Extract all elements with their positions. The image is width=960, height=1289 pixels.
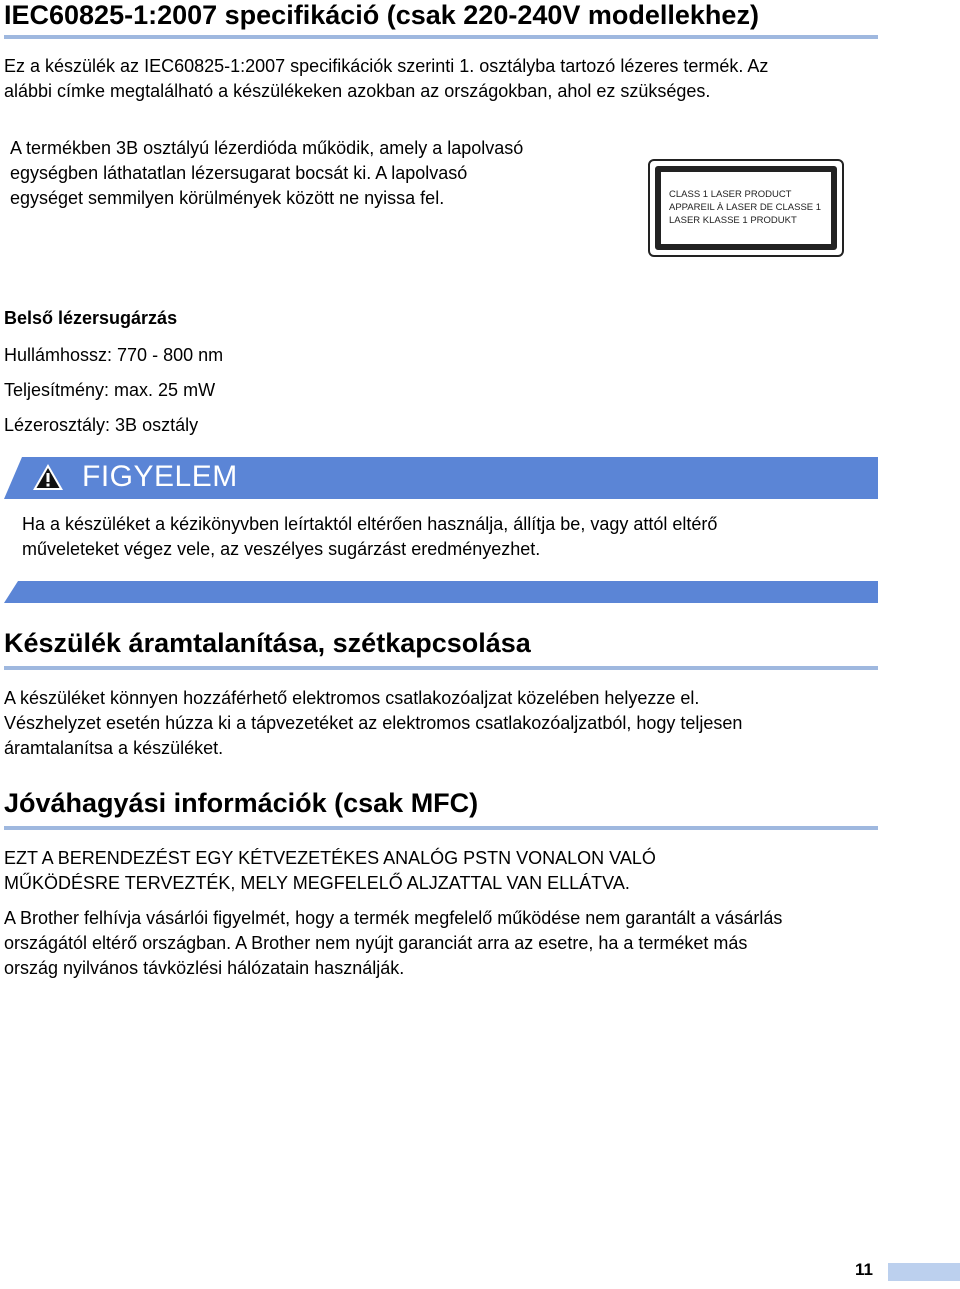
label-line: APPAREIL À LASER DE CLASSE 1 <box>669 202 822 213</box>
disconnect-paragraph <box>4 686 742 761</box>
warning-line: műveleteket végez vele, az veszélyes sugárzást eredményezhet. <box>22 539 541 559</box>
laser-class: Lézerosztály: 3B osztály <box>4 415 199 435</box>
warning-line: Ha a készüléket a kézikönyvben leírtaktól eltérően használja, állítja be, vagy attól eltérő <box>22 514 718 534</box>
page-number-bar <box>888 1263 960 1281</box>
body-line: egységben láthatatlan lézersugarat bocsát ki. A lapolvasó <box>10 163 468 183</box>
warning-title: FIGYELEM <box>82 460 238 493</box>
laser-class-label <box>648 159 844 257</box>
warning-text <box>22 512 862 562</box>
approval-paragraph <box>4 906 782 981</box>
label-line: LASER KLASSE 1 PRODUKT <box>669 215 797 226</box>
intro-line: Ez a készülék az IEC60825-1:2007 specifikációk szerinti 1. osztályba tartozó lézeres termék. Az <box>4 56 769 76</box>
section-title-iec: IEC60825-1:2007 specifikáció (csak 220-240V modellekhez) <box>4 0 759 30</box>
body-line: A termékben 3B osztályú lézerdióda működik, amely a lapolvasó <box>10 138 524 158</box>
section-title-approval: Jóváhagyási információk (csak MFC) <box>4 788 479 818</box>
laser-wavelength: Hullámhossz: 770 - 800 nm <box>4 345 224 365</box>
body-line: Vészhelyzet esetén húzza ki a tápvezetéket az elektromos csatlakozóaljzatból, hogy teljesen <box>4 713 743 733</box>
title-rule <box>4 35 878 39</box>
section-rule <box>4 666 878 670</box>
section-rule <box>4 826 878 830</box>
intro-line: alábbi címke megtalálható a készülékeken azokban az országokban, ahol ez szükséges. <box>4 81 711 101</box>
body-line: áramtalanítsa a készüléket. <box>4 738 224 758</box>
section-title-disconnect: Készülék áramtalanítása, szétkapcsolása <box>4 628 531 658</box>
body-line: EZT A BERENDEZÉST EGY KÉTVEZETÉKES ANALÓG PSTN VONALON VALÓ <box>4 848 656 868</box>
warning-triangle-icon <box>32 463 64 491</box>
laser-power: Teljesítmény: max. 25 mW <box>4 380 216 400</box>
body-line: országától eltérő országban. A Brother nem nyújt garanciát arra az esetre, ha a terméket más <box>4 933 748 953</box>
warning-footer-notch <box>4 581 18 603</box>
body-line: A készüléket könnyen hozzáférhető elektromos csatlakozóaljzat közelében helyezze el. <box>4 688 700 708</box>
body-line: MŰKÖDÉSRE TERVEZTÉK, MELY MEGFELELŐ ALJZATTAL VAN ELLÁTVA. <box>4 873 630 893</box>
intro-paragraph <box>4 54 768 104</box>
warning-header-notch <box>4 457 22 499</box>
body-line: A Brother felhívja vásárlói figyelmét, hogy a termék megfelelő működése nem garantált a vásárlás <box>4 908 783 928</box>
approval-caps-paragraph <box>4 846 656 896</box>
body-line: egységet semmilyen körülmények között ne nyissa fel. <box>10 188 445 208</box>
laser-heading: Belső lézersugárzás <box>4 308 178 328</box>
warning-footer-bar <box>4 581 878 603</box>
laser-label-inner <box>655 166 837 250</box>
label-line: CLASS 1 LASER PRODUCT <box>669 189 792 200</box>
page-number: 11 <box>855 1260 873 1279</box>
laser-diode-paragraph <box>10 136 523 211</box>
body-line: ország nyilvános távközlési hálózatain használják. <box>4 958 405 978</box>
